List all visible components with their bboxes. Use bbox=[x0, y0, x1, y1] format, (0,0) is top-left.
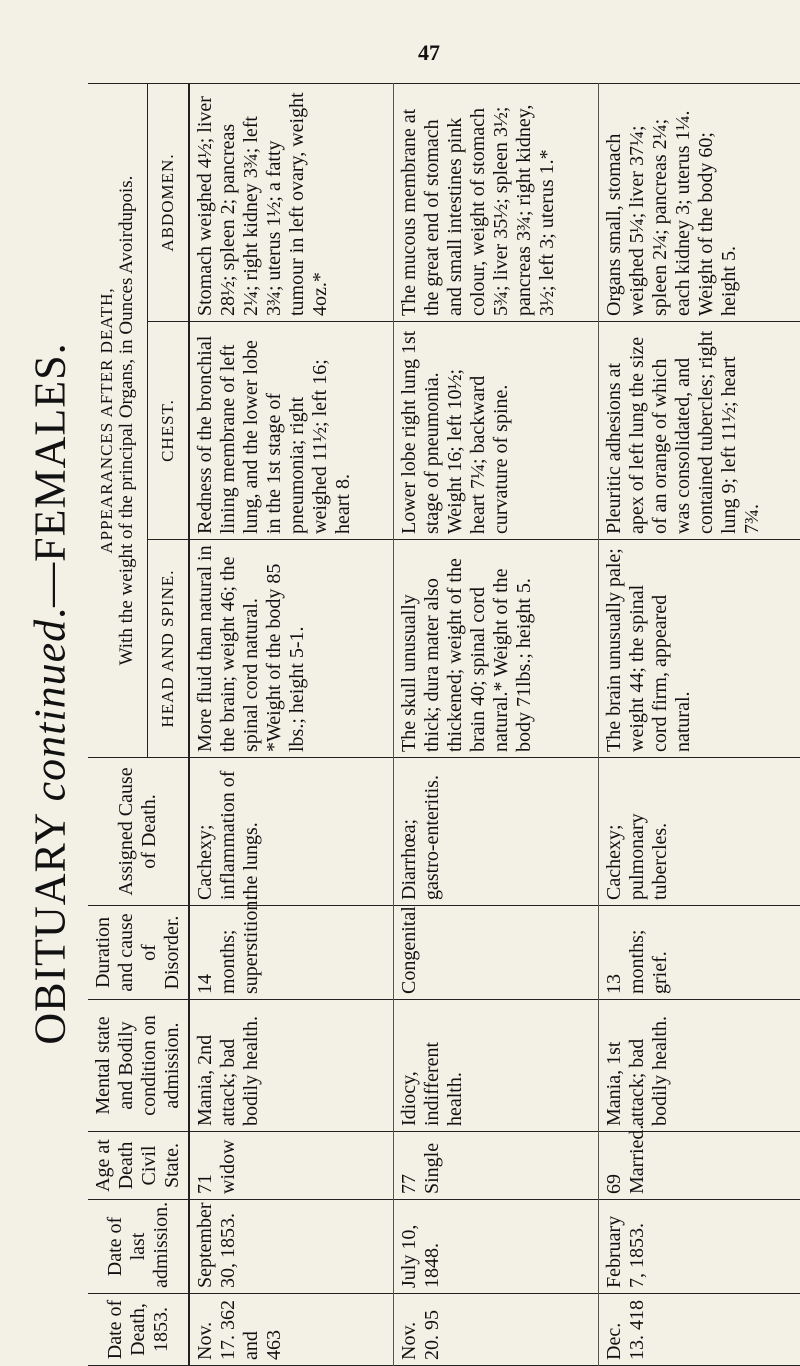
cell-head-spine: The skull unusually thick; dura mater also thickened; weight of the brain 40; spinal cord natural.* Weight of the body 71lbs.; height 5. bbox=[394, 540, 598, 758]
cell-date-of-death: Nov. 17. 362 and 463 bbox=[189, 1294, 394, 1366]
cell-duration: Congenital bbox=[394, 906, 598, 1000]
cell-age-state: 69 Married. bbox=[598, 1132, 800, 1200]
table-row bbox=[598, 84, 800, 1366]
running-head-main: OBITUARY bbox=[25, 813, 75, 1045]
cell-date-of-death: Dec. 13. 418 bbox=[598, 1294, 800, 1366]
header-chest: CHEST. bbox=[148, 322, 189, 540]
cell-chest: Pleuritic adhesions at apex of left lung the size of an orange of which was consolidated, and contained tubercles; right lung 9; left 11½; heart 7¾. bbox=[598, 322, 800, 540]
header-appearances-subtitle: With the weight of the principal Organs, in Ounces Avoirdupois. bbox=[116, 175, 138, 666]
header-last-admission: Date of last admission. bbox=[88, 1200, 189, 1294]
cell-last-admission: July 10, 1848. bbox=[394, 1200, 598, 1294]
cell-abdomen: Stomach weighed 4½; liver 28½; spleen 2; pancreas 2¼; right kidney 3¾; left 3¾; uterus 1½; a fatty tumour in left ovary, weight 4oz.* bbox=[189, 84, 394, 322]
cell-mental-state: Idiocy, indifferent health. bbox=[394, 1000, 598, 1132]
cell-duration: 14 months; superstition. bbox=[189, 906, 394, 1000]
cell-abdomen: Organs small, stomach weighed 5¼; liver 37¼; spleen 2¼; pancreas 2¼; each kidney 3; uterus 1¼. Weight of the body 60; height 5. bbox=[598, 84, 800, 322]
header-cause: Assigned Cause of Death. bbox=[88, 758, 189, 906]
cell-cause: Cachexy; pulmonary tubercles. bbox=[598, 758, 800, 906]
cell-date-of-death: Nov. 20. 95 bbox=[394, 1294, 598, 1366]
running-head-tail: .—FEMALES. bbox=[25, 342, 75, 619]
cell-cause: Diarrhœa; gastro-enteritis. bbox=[394, 758, 598, 906]
cell-abdomen: The mucous membrane at the great end of stomach and small intestines pink colour, weight of stomach 5¾; liver 35½; spleen 3½; pancreas 3¾; right kidney, 3½; left 3; uterus 1.* bbox=[394, 84, 598, 322]
header-appearances bbox=[88, 84, 148, 758]
table-row bbox=[189, 84, 394, 1366]
cell-chest: Lower lobe right lung 1st stage of pneumonia. Weight 16; left 10½; heart 7¼; backward curvature of spine. bbox=[394, 322, 598, 540]
header-head-spine: HEAD AND SPINE. bbox=[148, 540, 189, 758]
cell-head-spine: The brain unusually pale; weight 44; the spinal cord firm, appeared natural. bbox=[598, 540, 800, 758]
obituary-table-rotated bbox=[88, 84, 800, 1366]
cell-last-admission: February 7, 1853. bbox=[598, 1200, 800, 1294]
cell-last-admission: September 30, 1853. bbox=[189, 1200, 394, 1294]
obituary-table bbox=[88, 83, 800, 1366]
header-date-of-death: Date of Death, 1853. bbox=[88, 1294, 189, 1366]
cell-age-state: 77 Single bbox=[394, 1132, 598, 1200]
table-row bbox=[394, 84, 598, 1366]
header-age-state: Age at Death Civil State. bbox=[88, 1132, 189, 1200]
cell-head-spine: More fluid than natural in the brain; weight 46; the spinal cord natural. *Weight of the body 85 lbs.; height 5-1. bbox=[189, 540, 394, 758]
running-head-italic: continued bbox=[25, 618, 75, 802]
page-number: 47 bbox=[418, 40, 440, 65]
cell-cause: Cachexy; inflammation of the lungs. bbox=[189, 758, 394, 906]
header-abdomen: ABDOMEN. bbox=[148, 84, 189, 322]
cell-chest: Redness of the bronchial lining membrane of left lung, and the lower lobe in the 1st stage of pneumonia; right weighed 11½; left 16; heart 8. bbox=[189, 322, 394, 540]
header-appearances-title: APPEARANCES AFTER DEATH, bbox=[96, 287, 116, 554]
header-mental-state: Mental state and Bodily condition on admission. bbox=[88, 1000, 189, 1132]
running-head bbox=[25, 44, 76, 1344]
cell-mental-state: Mania, 1st attack; bad bodily health. bbox=[598, 1000, 800, 1132]
cell-age-state: 71 widow bbox=[189, 1132, 394, 1200]
cell-mental-state: Mania, 2nd attack; bad bodily health. bbox=[189, 1000, 394, 1132]
cell-duration: 13 months; grief. bbox=[598, 906, 800, 1000]
header-duration: Duration and cause of Disorder. bbox=[88, 906, 189, 1000]
